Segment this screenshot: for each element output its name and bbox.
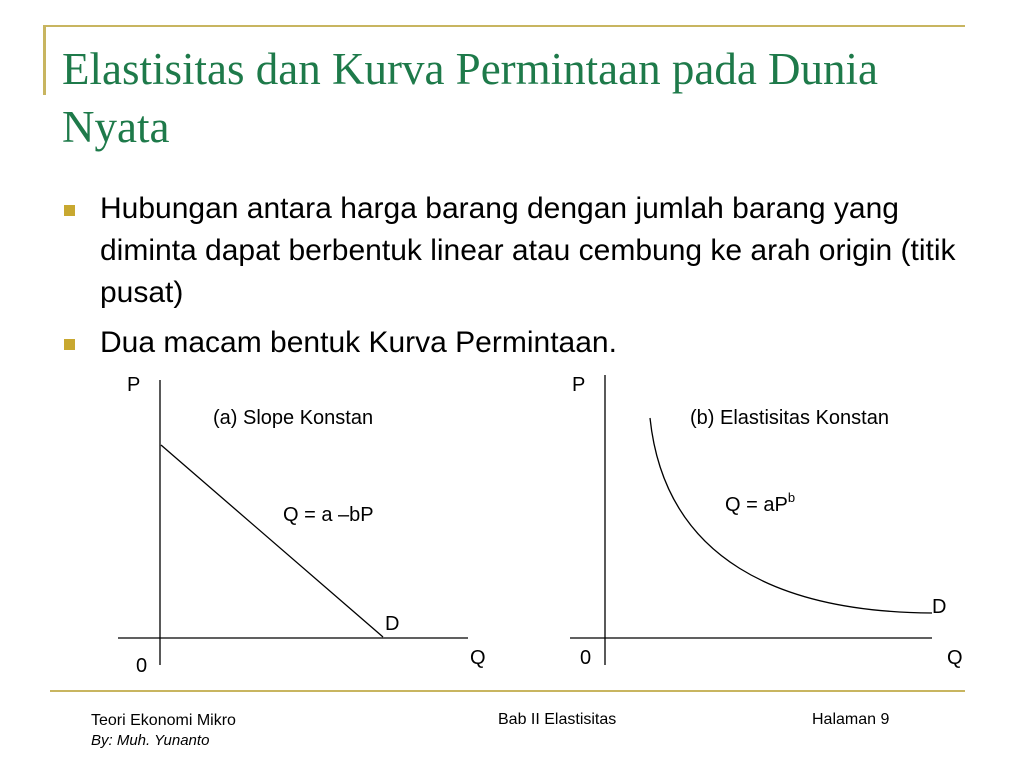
bullet-text: Dua macam bentuk Kurva Permintaan. — [100, 326, 617, 359]
graph-b-caption: (b) Elastisitas Konstan — [690, 407, 889, 429]
slide-title: Elastisitas dan Kurva Permintaan pada Dunia Nyata — [62, 44, 879, 152]
footer-left — [91, 711, 236, 751]
graph-b-demand-label: D — [932, 596, 947, 618]
graph-b-equation-base: Q = aP — [725, 494, 788, 516]
footer-chapter: Bab II Elastisitas — [498, 711, 617, 728]
graph-a-q-label: Q — [470, 647, 486, 669]
graph-a-caption: (a) Slope Konstan — [213, 407, 374, 429]
graph-slope-konstan — [118, 374, 486, 677]
graph-b-q-label: Q — [947, 647, 963, 669]
footer-divider — [50, 690, 965, 692]
graph-a-p-label: P — [127, 374, 141, 396]
graph-a-demand-line — [161, 445, 383, 637]
graph-b-equation-exponent: b — [787, 490, 796, 505]
footer-author: By: Muh. Yunanto — [91, 732, 210, 749]
graph-a-demand-label: D — [385, 613, 400, 635]
graph-b-equation — [725, 490, 795, 516]
graph-b-p-label: P — [572, 374, 586, 396]
graph-a-origin-label: 0 — [136, 655, 148, 677]
graph-elastisitas-konstan — [570, 374, 963, 669]
footer-page-number: Halaman 9 — [812, 711, 890, 728]
graph-a-equation: Q = a –bP — [283, 504, 374, 526]
bullet-text: Hubungan antara harga barang dengan jumlah barang yang diminta dapat berbentuk linear atau cembung ke arah origin (titik pusat) — [100, 192, 956, 309]
graph-b-demand-curve — [650, 418, 932, 613]
graph-b-origin-label: 0 — [580, 647, 592, 669]
footer-course: Teori Ekonomi Mikro — [91, 712, 236, 729]
